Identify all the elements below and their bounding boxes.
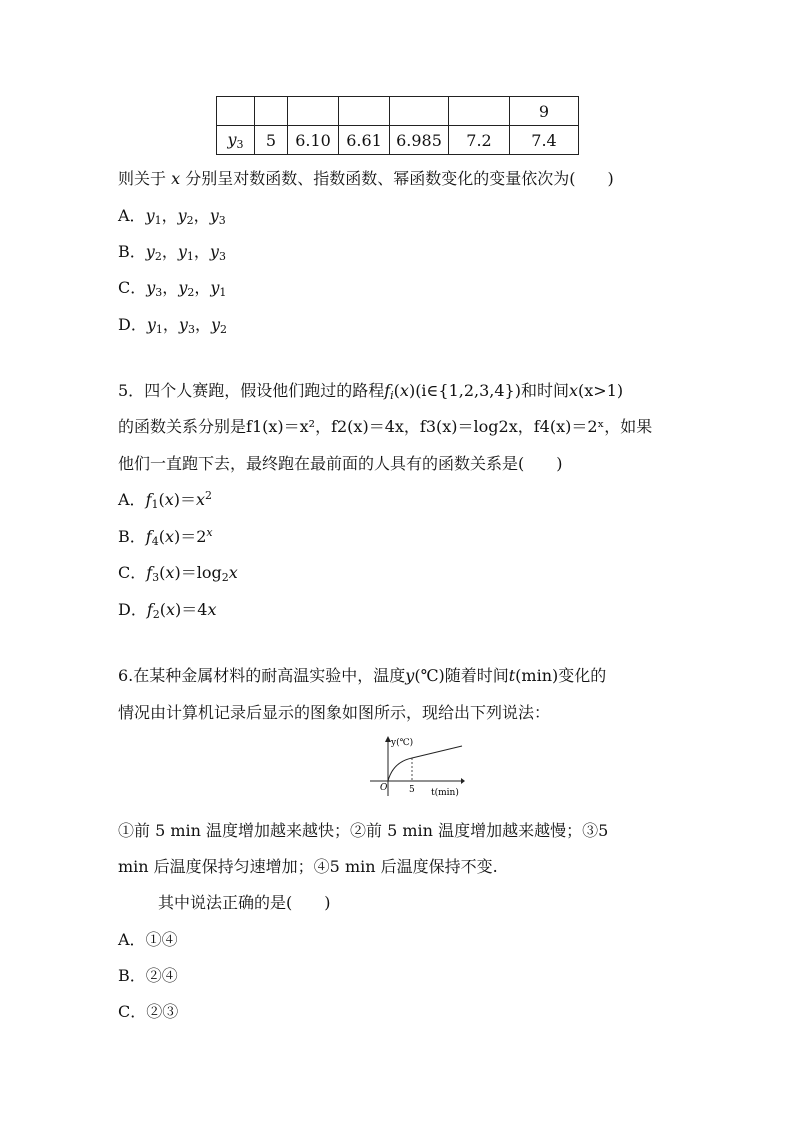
origin-label: O — [380, 783, 388, 793]
q4-option-d[interactable]: D．$y_1$，$y_3$，$y_2$ — [118, 315, 228, 336]
q5-option-c[interactable]: C．$f_3(x)=\log_2x$ — [118, 563, 238, 584]
table-cell: 7.4 — [510, 126, 579, 155]
curve-segment — [388, 758, 412, 781]
q4-option-c[interactable]: C．$y_3$，$y_2$，$y_1$ — [118, 278, 227, 299]
temperature-graph — [365, 733, 465, 799]
x-axis-arrow-icon — [461, 778, 465, 784]
q6-option-a[interactable]: A．①④ — [118, 930, 178, 949]
q5-option-d[interactable]: D．$f_2(x)=4x$ — [118, 600, 217, 621]
table-cell: 6.985 — [390, 126, 449, 155]
q4-stem: 则关于 x 分别呈对数函数、指数函数、幂函数变化的变量依次为( ) — [118, 169, 614, 188]
q5-option-a[interactable]: A．$f_1(x)=x^2$ — [118, 489, 213, 511]
table-row — [217, 126, 579, 155]
q6-line-1: 6.在某种金属材料的耐高温实验中，温度y(℃)随着时间t(min)变化的 — [118, 666, 607, 685]
y-axis-label: y(℃) — [391, 738, 414, 748]
q6-statements-1: ①前 5 min 温度增加越来越快；②前 5 min 温度增加越来越慢；③5 — [118, 821, 609, 840]
row-label: $y_3$ — [217, 126, 255, 155]
q4-option-a[interactable]: A．$y_1$，$y_2$，$y_3$ — [118, 206, 226, 227]
table-cell: 5 — [255, 126, 288, 155]
q6-line-2: 情况由计算机记录后显示的图象如图所示，现给出下列说法： — [118, 703, 551, 722]
table-cell: 9 — [510, 97, 579, 126]
q4-option-b[interactable]: B．$y_2$，$y_1$，$y_3$ — [118, 242, 226, 263]
q5-line-2: 的函数关系分别是f1(x)＝x²，f2(x)＝4x，f3(x)＝log2x，f4(x)＝2ˣ，如果 — [118, 417, 653, 436]
x-axis-label: t(min) — [431, 788, 459, 798]
data-table — [216, 96, 579, 155]
tick-label: 5 — [409, 785, 415, 795]
table-cell: 7.2 — [449, 126, 510, 155]
table-cell: 6.10 — [288, 126, 339, 155]
table-row — [217, 97, 579, 126]
line-segment — [412, 746, 462, 758]
q6-statements-2: min 后温度保持匀速增加；④5 min 后温度保持不变. — [118, 857, 498, 876]
table-cell: 6.61 — [339, 126, 390, 155]
q6-prompt: 其中说法正确的是( ) — [158, 893, 331, 912]
q5-line-3: 他们一直跑下去，最终跑在最前面的人具有的函数关系是( ) — [118, 454, 563, 473]
q6-option-b[interactable]: B．②④ — [118, 966, 178, 985]
q6-option-c[interactable]: C．②③ — [118, 1002, 179, 1021]
q5-line-1: 5．四个人赛跑，假设他们跑过的路程$f_i(x)(i\in\{1,2,3,4\})$和时间x(x>1) — [118, 381, 624, 402]
q5-option-b[interactable]: B．$f_4(x)=2^x$ — [118, 526, 213, 548]
